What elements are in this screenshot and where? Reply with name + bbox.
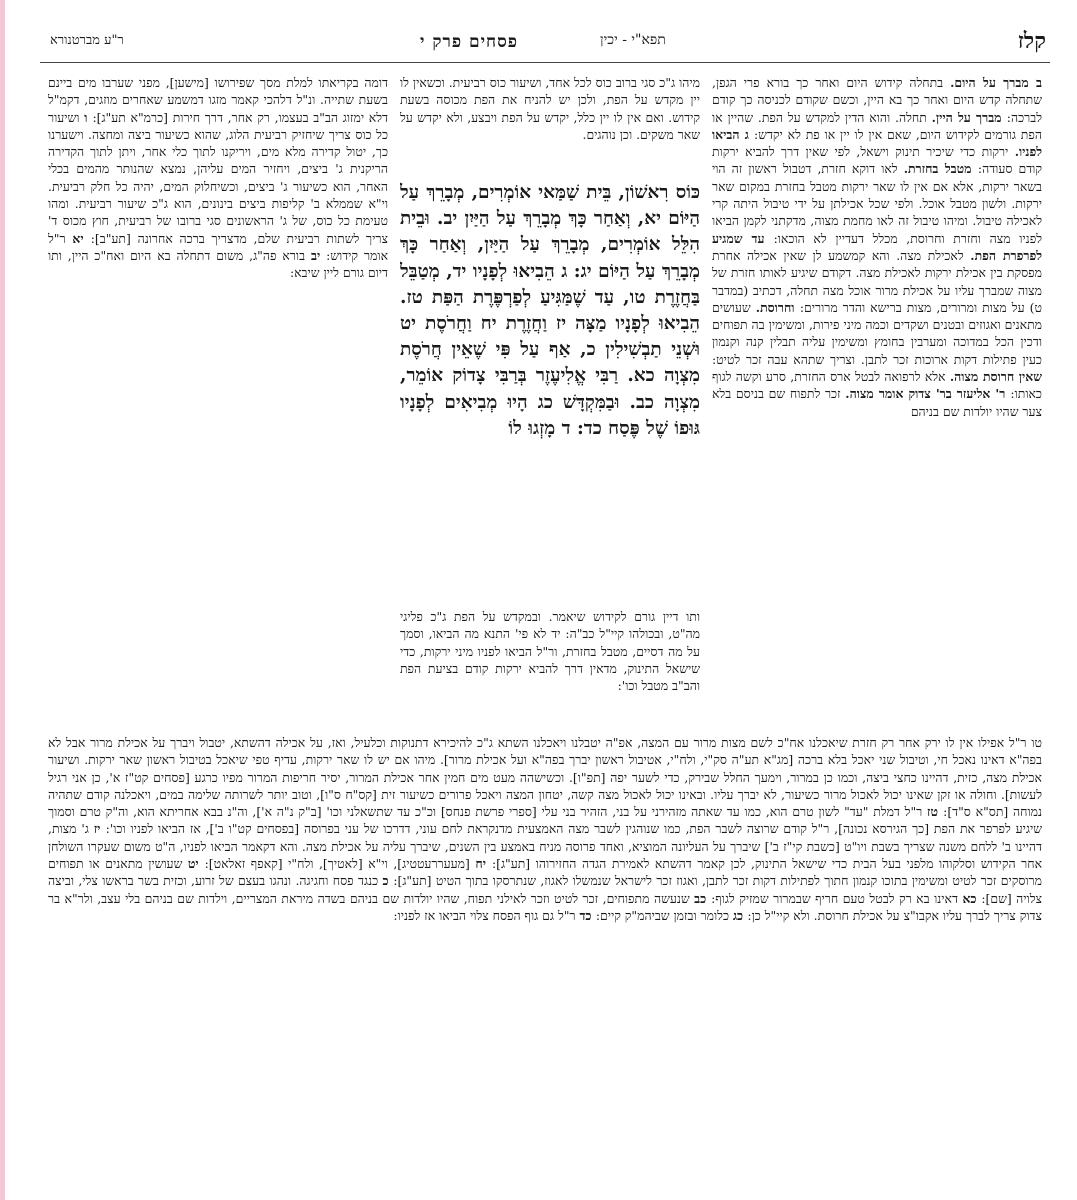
dibur-hamatchil: מברך על היין. <box>931 109 1007 125</box>
commentary-text: ג' מצות, דהיינו ב' ללחם משנה שצריך בשבת ויו"ט [כשבת קי"ז ב'] שיברך על העליונה המוציא, ואחד פרוסה מניח באמצע בין השנים, שיברך עליה על אכילת מצה. והא דקאמר הביאו לפניו, ה"ט משום שעקרו השולחן אחר הקידוש וסלקוהו מלפני בעל הבית כדי שישאל התינוק, לכן קאמר דהשתא לאמירת הגדה החזירוהו [תע"ג]: <box>48 821 1042 872</box>
dibur-hamatchil: ג הביאו לפניו. <box>712 126 1042 160</box>
note-marker: יא <box>72 230 91 246</box>
yachin-commentary-top <box>400 74 700 178</box>
commentary-text: זכר לתפוח שם בניסם בלא צער שהיו יולדות שם בניהם <box>712 386 1042 419</box>
commentary-text: ר"ל דמלת "עד" לשון טרם הוא, כמו עד שאתה מזהירני על בני, הזהיר בני עלי [ספרי פרשת פנחס] וכ"כ עד שתשאלני וכו' [ב"ק נ"ה א'], וה"נ בבא אחריתא הוא, וה"ק טרם וסמוך שיגיע לפרפר את הפת [כך הגירסא נכונה], ר"ל קודם שרוצה לשבר הפת, כמו שנוהגין לשבר מצה האמצעית מדנקראת לחם עוני, דדרכו של עני בפרוסה [בפסחים קט"ו ב'], אז הביאו לפניו וכו': <box>48 804 1042 837</box>
note-marker: יט <box>187 856 205 872</box>
commentary-text: מיהו ג"כ סגי ברוב כוס לכל אחד, ושיעור כוס רביעית. וכשאין לו יין מקדש על הפת, ולכן יש להניח את הפת מכוסה בשעת קידוש. ואם אין לו יין כלל, יקדש על הפת ויבצע, ולא יקדש על שאר משקים. וכן נוהגים. <box>400 75 700 142</box>
folio-number: קלז <box>1017 28 1046 54</box>
commentary-text: תחלה. והוא הדין למקדש על הפת. שהיין או הפת גורמים לקידוש היום, שאם אין לו יין או פת לא יקדש: <box>712 109 1042 142</box>
page-sheet <box>40 28 1050 1178</box>
commentary-text: שעושין מתאנים או תפוחים מרוסקים זכר לטיט ומשימין בתוכו קנמון חתוך לפתילות דקות זכר לתבן, ואגוז זכר לישראל שנמשלו לאגוז, שנתרסקו בתוך הטיט [תע"ג]: <box>48 856 1042 889</box>
commentary-text: שנעשה מתפוחים, זכר לטיט וזכר לאילני תפוח, שהיו יולדות שם בניהם בשדה מיראת המצריים, וילדות שם בניהם בלי עצב, ולר"א בר צדוק צריך לברך עליו אקבו"צ על אכילת חרוסת. ולא קיי"ל כן: <box>48 890 1042 923</box>
note-marker: כד <box>579 907 596 923</box>
commentary-text: דומה בקריאתו למלת מסך שפירושו [מישען], מפני שערבו מים ביינם בשעת שתייה. ונ"ל דלהכי קאמר מזגו דמשמע שאחרים מוזגים, דקמ"ל דלא ימזוג הב"ב בעצמו, רק אחר, דרך חירות [כרמ"א תע"ג]: <box>48 75 388 125</box>
dibur-hamatchil: עד שמגיע לפרפרת הפת. <box>712 230 1042 263</box>
commentary-paragraph <box>48 734 1042 924</box>
commentary-text: ירקות כדי שיכיר תינוק וישאל, לפי שאין דרך להביא ירקות קודם סעודה: <box>712 144 1042 177</box>
note-marker: כא <box>962 890 982 906</box>
tractate-chapter-title: פסחים פרק י <box>420 32 519 52</box>
commentary-paragraph <box>48 74 388 282</box>
bartenura-commentary-column <box>712 74 1042 719</box>
dibur-hamatchil: וחרוסת. <box>755 299 800 315</box>
dibur-hamatchil: ר' אליעזר בר' צדוק אומר מצוה. <box>845 386 1011 402</box>
note-marker: כ <box>382 873 394 889</box>
mishnah-text: כּוֹס רִאשׁוֹן, בֵּית שַׁמַּאי אוֹמְרִים, מְבָרֵךְ עַל הַיּוֹם יא, וְאַחַר כָּךְ מְבָרֵךְ עַל הַיַּיִן יב. וּבֵית הִלֵּל אוֹמְרִים, מְבָרֵךְ עַל הַיַּיִן, וְאַחַר כָּךְ מְבָרֵךְ עַל הַיּוֹם יג: ג הֵבִיאוּ לְפָנָיו יד, מְטַבֵּל בַּחֲזֶרֶת טו, עַד שֶׁמַּגִּיעַ לְפַרְפֶּרֶת הַפַּת טז. הֵבִיאוּ לְפָנָיו מַצָּה יז וַחֲזֶרֶת יח וַחֲרֹסֶת יט וּשְׁנֵי תַבְשִׁילִין כ, אַף עַל פִּי שֶׁאֵין חֲרֹסֶת מִצְוָה כא. רַבִּי אֱלִיעֶזֶר בְּרַבִּי צָדוֹק אוֹמֵר, מִצְוָה כב. וּבַמִּקְדָּשׁ כג הָיוּ מְבִיאִים לְפָנָיו גּוּפוֹ שֶׁל פֶּסַח כד: ד מָזְגוּ לוֹ <box>400 182 700 439</box>
commentary-text: לאו דוקא חזרת, דטבול ראשון זה הוי בשאר ירקות, אלא אם אין לו שאר ירקות מטבל בחזרת במקום שאר ירקות. ולשון מטבל אוכל. ולפי שכל אכילתן על ידי טיבול היתה קרי לאכילה טיבול. ומיהו טיבול זה לאו מחמת מצוה, מדקתני לקמן הביאו לפניו מצה וחזרת וחרוסת, מכלל דעדיין לא הוכאו: <box>712 161 1042 246</box>
yachin-commentary-column <box>48 74 388 719</box>
commentary-text: אלא לרפואה לבטל ארס החזרת, סרע וקשה לגוף כאותו: <box>712 369 1042 402</box>
note-marker: ו <box>84 109 93 125</box>
commentary-paragraph <box>712 74 1042 420</box>
commentary-text: לאכילת מצה. והא קמשמע לן שאין אכילה אחרת מפסקת בין אכילת ירקות לאכילת מצה. דקודם שיגיע לאותו חזרת של מצוה שמברך עליו על אכילת מרור אוכל מצה תחלה, דכתיב (במדבר ט) על מצות ומרורים, מצות ברישא והדר מרורים: <box>712 247 1042 315</box>
page-edge <box>0 0 5 1200</box>
note-marker: כג <box>732 907 748 923</box>
dibur-hamatchil: שאין חרוסת מצוה. <box>949 369 1042 385</box>
note-marker: כב <box>694 890 712 906</box>
commentary-text: ושיעור כל כוס צריך שיחזיק רביעית הלוג, שהוא כשיעור ביצה ומחצה. וישערנו כך, יטול קדירה מלא מים, ויריקנו לתוך כלי אחר, ויתן לתוך הקדירה הריקנית ג' ביצים, ויחזיר המים עליהן, נמצא שהנותר מהמים בכלי האחר, הוא כשיעור ג' ביצים, וכשיחלוק המים, יהיה כל חלק רביעית. וי"א שממלא ב' קליפות ביצים בינונים, הוא ג"כ שיעור רביעית. ומהו טעימת כל כוס, של ג' הראשונים סגי ברובו של רביעית, חוץ מכוס ד' צריך לשתות רביעית שלם, מדצריך ברכה אחרונה [תע"ב]: <box>48 109 388 246</box>
commentary-text: בתחלה קידוש היום ואחר כך בורא פרי הגפן, שתחלה קדש היום ואחר כך בא היין, וכשם שקודם לכניסה כך קודם לברכה: <box>712 75 1042 125</box>
note-marker: יז <box>93 821 106 837</box>
commentary-text: ר"ל גם גוף הפסח צלוי הביאו אז לפניו: <box>393 907 580 923</box>
commentary-text: [מעעררעטטיג], וי"א [לאטיך], ולח"י [קאפף זאלאט]: <box>204 856 476 872</box>
commentary-text: שעושים מתאנים ואגוזים ובטנים ושקדים וכמה מיני פירות, ומשימין בה תפוחים ודכין הכל במדוכה ומערבין בחומץ ומשימין עליה תבלין קנה וקנמון כעין פתילות דקות ארוכות זכר לתבן. וצריך שתהא עבה זכר לטיט: <box>712 299 1042 367</box>
commentary-text: כלומר ובזמן שביהמ"ק קיים: <box>595 907 733 923</box>
commentary-text: טו ר"ל אפילו אין לו ירק אחר רק חזרת שיאכלנו אח"כ לשם מצות מרור עם המצה, אפ"ה יטבלנו ויאכלנו השתא ג"כ להיכירא דתנוקות וכלעיל, ואז, על אכילה דהשתא, יטבול ויברך על אכילת מרור אבל לא בפה"א דאינו נאכל חי, וטיבול שני יאכל בלא ברכה [מג"א תע"ה סק"י, ולח"י, אטיבול ראשון יברך בפה"א ועל אכילת מרור]. מיהו אם יש לו שאר ירקות, עדיף טפי שיאכל בטיבול ראשון שאר ירקות. ושיעור אכילת מצה, כזית, דהיינו כחצי ביצה, וכמו כן במרור, וימעך החלל שבירק, כדי לשער יפה [תפ"ו]. וכשישהה מעט מים חמין אחר אכילת המרור, יסיר חריפות המרור מפיו כרגע [פסחים קט"ז א', כן אני רגיל לעשות]. וחולה או זקן שאינו יכול לאכול מרור כשיעור, לא יברך עליו. ובאינו יכול לאכול מצה קשה, יטחון המצה ויאכל פרורים כשיעור זית [קס"ח ס"ו], וטוב יותר לשרותה שלימה במים, ויאכלנה קודם שתהיה נמוחה [תס"א ס"ד]: <box>48 735 1042 820</box>
yachin-commentary-center-bottom <box>400 608 700 720</box>
dibur-hamatchil: ב מברך על היום. <box>950 75 1042 90</box>
commentary-text: ר"ל אומר קידוש: <box>48 230 388 263</box>
commentary-name-left: תפא"י - יכין <box>600 32 666 48</box>
note-marker: יב <box>310 247 321 263</box>
note-marker: טז <box>927 804 944 820</box>
yachin-commentary-bottom <box>48 734 1042 1129</box>
note-marker: יח <box>475 856 492 872</box>
commentary-text: בורא פה"ג, משום דתחלה בא היום ואח"כ היין, ותו דיום גורם ליין שיבא: <box>48 247 388 281</box>
commentary-name-right: ר"ע מברטנורא <box>50 33 124 48</box>
commentary-text: כנגד פסח וחגיגה. ונהגו בעצם של זרוע, וכזית בשר בראשו צלי, וביצה צלויה [שם]: <box>48 873 1042 906</box>
page-header <box>40 28 1050 63</box>
commentary-text: ותו דיין גורם לקידוש שיאמר. ובמקדש על הפת ג"כ פליגי מה"ט, ובכולהו קיי"ל כב"ה: יד לא פי' התנא מה הביאו, וסמך על מה דסיים, מטבל בחזרת, ור"ל הביאו לפניו מיני ירקות, כדי שישאל התינוק, מדאין דרך להביא ירקות קודם בציעת הפת והב"ב מטבל וכו': <box>400 609 700 694</box>
dibur-hamatchil: מטבל בחזרת. <box>903 161 978 177</box>
commentary-text: דאינו בא רק לבטל טעם חריף שבמרור שמזיק לגוף: <box>711 890 963 906</box>
